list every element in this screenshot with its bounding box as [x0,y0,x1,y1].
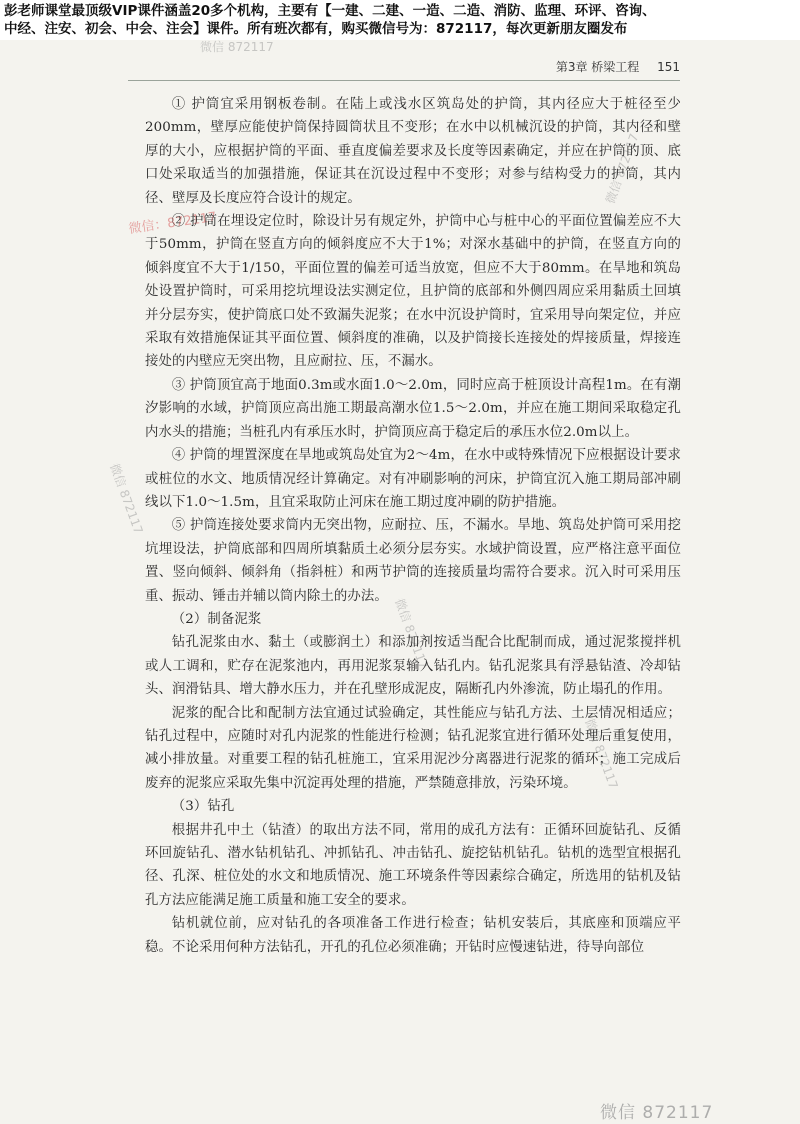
page-body [145,93,681,959]
watermark-bottom: 微信 872117 [600,1103,714,1123]
paragraph: ④ 护筒的埋置深度在旱地或筑岛处宜为2～4m，在水中或特殊情况下应根据设计要求或桩位的水文、地质情况经计算确定。对有冲刷影响的河床，护筒宜沉入施工期局部冲刷线以下1.0～1.5m，且宜采取防止河床在施工期过度冲刷的防护措施。 [145,448,681,510]
paragraph: 钻机就位前，应对钻孔的各项准备工作进行检查；钻机安装后，其底座和顶端应平稳。不论采用何种方法钻孔，开孔的孔位必须准确；开钻时应慢速钻进，待导向部位 [145,916,681,955]
watermark-mid: 微信 872117 [392,596,431,671]
paragraph: ⑤ 护筒连接处要求筒内无突出物，应耐拉、压，不漏水。旱地、筑岛处护筒可采用挖坑埋设法，护筒底部和四周所填黏质土必须分层夯实。水域护筒设置，应严格注意平面位置、竖向倾斜、倾斜角（指斜桩）和两节护筒的连接质量均需符合要求。沉入时可采用压重、振动、锤击并辅以筒内除土的办法。 [145,518,681,604]
watermark-top: 微信 872117 [200,40,274,54]
running-header [128,58,680,81]
page-number: 151 [657,60,680,74]
watermark-right-2: 微信 872117 [582,716,621,791]
paragraph: ② 护筒在埋设定位时，除设计另有规定外，护筒中心与桩中心的平面位置偏差应不大于50mm，护筒在竖直方向的倾斜度应不大于1%；对深水基础中的护筒，在竖直方向的倾斜度宜不大于1/150，平面位置的偏差可适当放宽，但应不大于80mm。在旱地和筑岛处设置护筒时，可采用挖坑埋设法实测定位，且护筒的底部和外侧四周应采用黏质土回填并分层夯实，使护筒底口处不致漏失泥浆；在水中沉设护筒时，宜采用导向架定位，并应采取有效措施保证其平面位置、倾斜度的准确，以及护筒接长连接处的焊接质量，焊接连接处的内壁应无突出物，且应耐拉、压，不漏水。 [145,214,681,370]
subsection-heading: （2）制备泥浆 [171,611,262,627]
paragraph: 根据井孔中土（钻渣）的取出方法不同，常用的成孔方法有：正循环回旋钻孔、反循环回旋钻孔、潜水钻机钻孔、冲抓钻孔、冲击钻孔、旋挖钻机钻孔。钻机的选型宜根据孔径、孔深、桩位处的水文和地质情况、施工环境条件等因素综合确定，所选用的钻机及钻孔方法应能满足施工质量和施工安全的要求。 [145,822,681,908]
watermark-left-1: 微信 872117 [107,461,146,536]
paragraph: ③ 护筒顶宜高于地面0.3m或水面1.0～2.0m，同时应高于桩顶设计高程1m。在有潮汐影响的水域，护筒顶应高出施工期最高潮水位1.5～2.0m，并应在施工期间采取稳定孔内水头的措施；当桩孔内有承压水时，护筒顶应高于稳定后的承压水位2.0m以上。 [145,377,681,440]
chapter-title: 第3章 桥梁工程 [555,60,640,74]
paragraph: 钻孔泥浆由水、黏土（或膨润土）和添加剂按适当配合比配制而成，通过泥浆搅拌机或人工调和，贮存在泥浆池内，再用泥浆泵输入钻孔内。钻孔泥浆具有浮悬钻渣、冷却钻头、润滑钻具、增大静水压力，并在孔壁形成泥皮，隔断孔内外渗流，防止塌孔的作用。 [145,635,681,698]
promo-banner-line-1: 彭老师课堂最顶级VIP课件涵盖20多个机构，主要有【一建、二建、一造、二造、消防、监理、环评、咨询、 [4,3,656,19]
promo-banner-line-2: 中经、注安、初会、中会、注会】课件。所有班次都有，购买微信号为：872117，每次更新朋友圈发布 [4,21,628,37]
watermark-right-1: 微信 872117 [603,131,642,206]
paragraph: 泥浆的配合比和配制方法宜通过试验确定，其性能应与钻孔方法、土层情况相适应；钻孔过程中，应随时对孔内泥浆的性能进行检测；钻孔泥浆宜进行循环处理后重复使用，减小排放量。对重要工程的钻孔桩施工，宜采用泥沙分离器进行泥浆的循环；施工完成后废弃的泥浆应采取先集中沉淀再处理的措施，严禁随意排放，污染环境。 [145,705,681,791]
watermark-red: 微信：872117 [127,209,218,238]
subsection-heading: （3）钻孔 [171,799,235,815]
promo-banner [0,0,800,40]
paragraph: ① 护筒宜采用钢板卷制。在陆上或浅水区筑岛处的护筒，其内径应大于桩径至少200mm，壁厚应能使护筒保持圆筒状且不变形；在水中以机械沉设的护筒，其内径和壁厚的大小，应根据护筒的平面、垂直度偏差要求及长度等因素确定，并应在护筒的顶、底口处采取适当的加强措施，保证其在沉设过程中不变形；对参与结构受力的护筒，其内径、壁厚及长度应符合设计的规定。 [145,97,681,206]
